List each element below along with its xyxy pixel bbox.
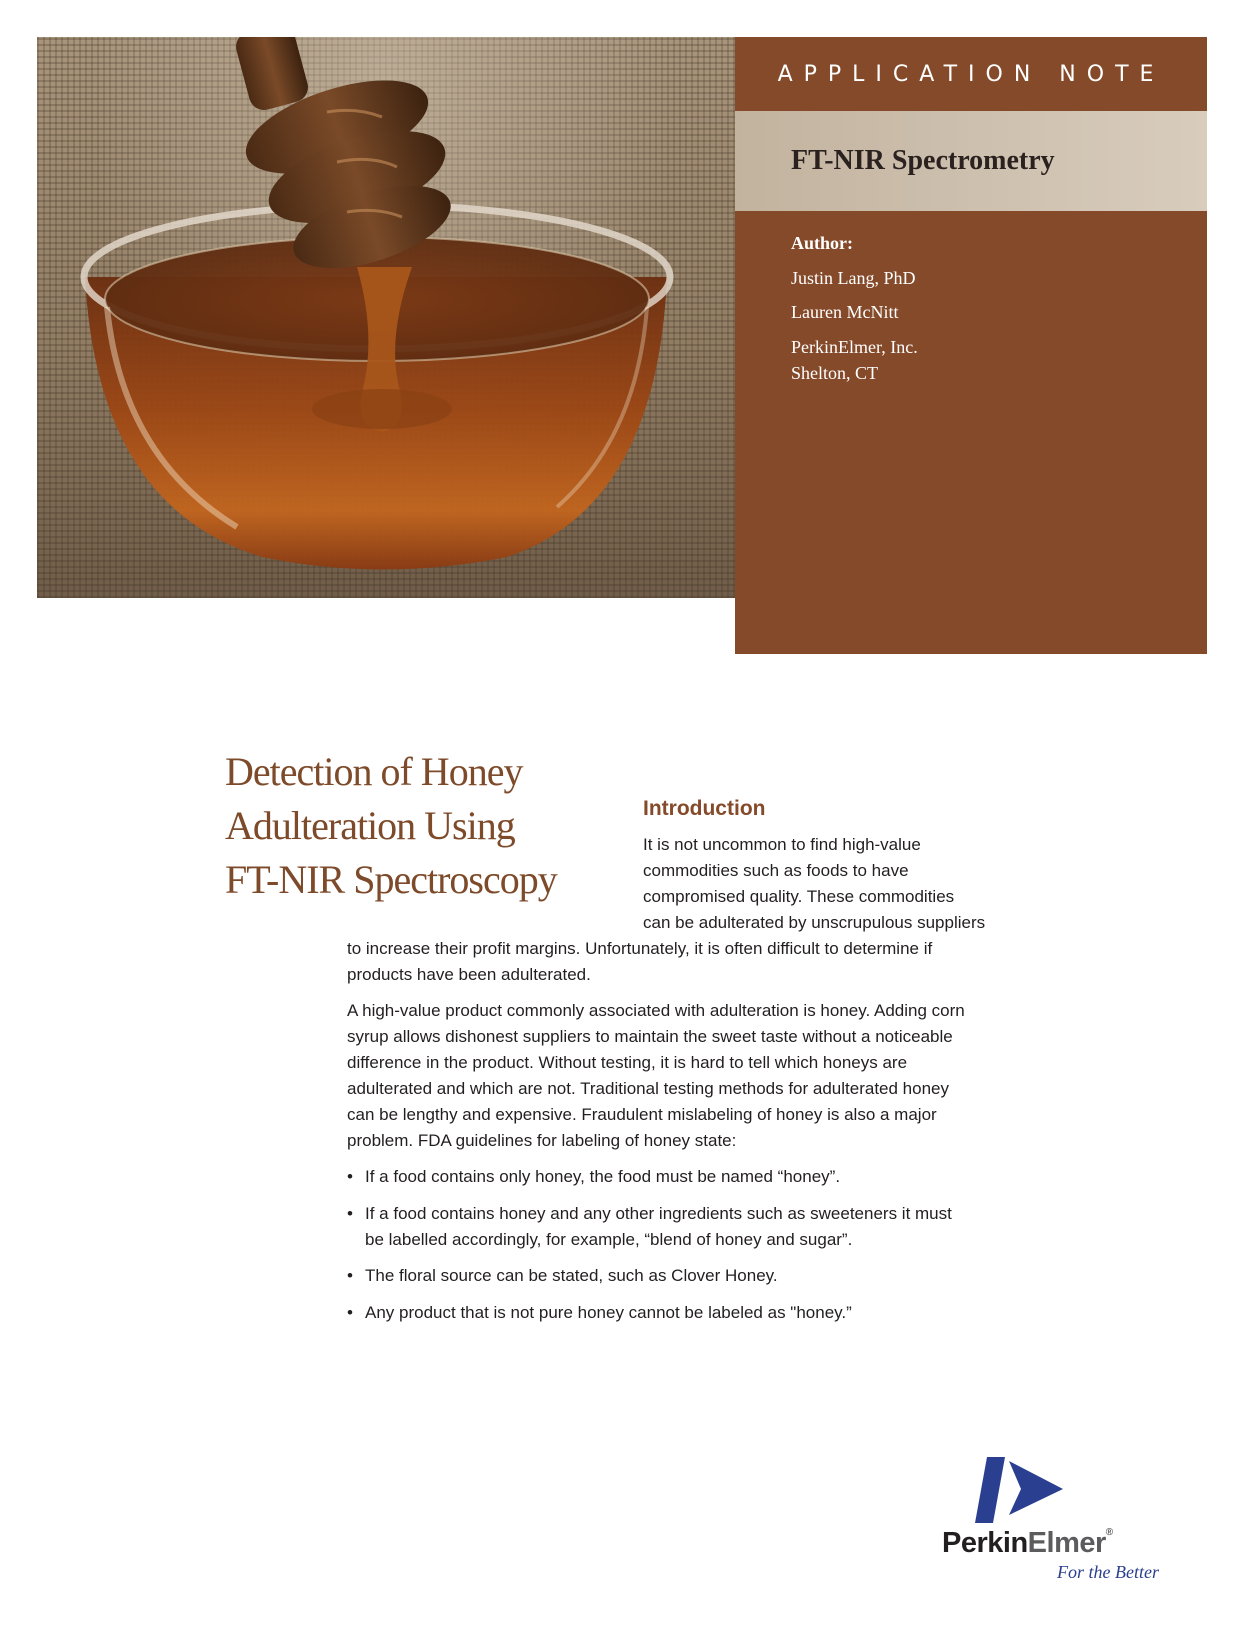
- honey-bowl-illustration: [37, 37, 735, 598]
- body-line: compromised quality. These commodities: [643, 887, 955, 906]
- registered-mark: ®: [1105, 1527, 1113, 1538]
- bullet-text: The floral source can be stated, such as Clover Honey.: [365, 1266, 778, 1285]
- author-heading: Author:: [791, 233, 853, 253]
- body-line: It is not uncommon to find high-value: [643, 835, 921, 854]
- logo-name-elmer: Elmer: [1027, 1527, 1106, 1559]
- technique-label: FT-NIR Spectrometry: [791, 145, 1055, 176]
- bullet-marker: •: [347, 1204, 353, 1223]
- body-line: can be adulterated by unscrupulous suppliers: [643, 913, 986, 932]
- logo-tagline: For the Better: [1057, 1562, 1159, 1582]
- author-line: PerkinElmer, Inc.: [791, 337, 918, 357]
- bullet-marker: •: [347, 1167, 353, 1186]
- company-logo-name: [942, 1527, 1113, 1560]
- body-line: products have been adulterated.: [347, 965, 591, 984]
- title-line: Detection of Honey: [225, 749, 523, 794]
- bullet-text: If a food contains only honey, the food must be named “honey”.: [365, 1167, 841, 1186]
- bullet-text: If a food contains honey and any other ingredients such as sweeteners it must: [365, 1204, 952, 1223]
- bullet-marker: •: [347, 1266, 353, 1285]
- title-line: FT-NIR Spectroscopy: [225, 857, 557, 902]
- body-line: A high-value product commonly associated with adulteration is honey. Adding corn: [347, 1001, 965, 1020]
- title-line: Adulteration Using: [225, 803, 515, 848]
- application-note-banner: [735, 37, 1207, 111]
- perkinelmer-logo-mark-icon: [975, 1455, 1065, 1525]
- body-line: commodities such as foods to have: [643, 861, 909, 880]
- author-line: Justin Lang, PhD: [791, 268, 916, 288]
- banner-text: APPLICATION NOTE: [777, 61, 1165, 87]
- body-line: difference in the product. Without testing, it is hard to tell which honeys are: [347, 1053, 908, 1072]
- body-line: can be lengthy and expensive. Fraudulent mislabeling of honey is also a major: [347, 1105, 937, 1124]
- author-panel: [735, 211, 1207, 654]
- body-line: syrup allows dishonest suppliers to maintain the sweet taste without a noticeable: [347, 1027, 953, 1046]
- logo-name-perkin: Perkin: [942, 1527, 1028, 1559]
- bullet-text: be labelled accordingly, for example, “blend of honey and sugar”.: [365, 1230, 853, 1249]
- author-line: Shelton, CT: [791, 363, 879, 383]
- bullet-marker: •: [347, 1303, 353, 1322]
- author-line: Lauren McNitt: [791, 302, 899, 322]
- body-line: problem. FDA guidelines for labeling of honey state:: [347, 1131, 737, 1150]
- introduction-heading: Introduction: [643, 797, 766, 820]
- technique-band: [735, 111, 1207, 211]
- body-line: adulterated and which are not. Traditional testing methods for adulterated honey: [347, 1079, 949, 1098]
- body-line: to increase their profit margins. Unfortunately, it is often difficult to determine if: [347, 939, 933, 958]
- bullet-text: Any product that is not pure honey cannot be labeled as "honey.”: [365, 1303, 852, 1322]
- document-title: [225, 745, 625, 907]
- honey-photo: [37, 37, 735, 598]
